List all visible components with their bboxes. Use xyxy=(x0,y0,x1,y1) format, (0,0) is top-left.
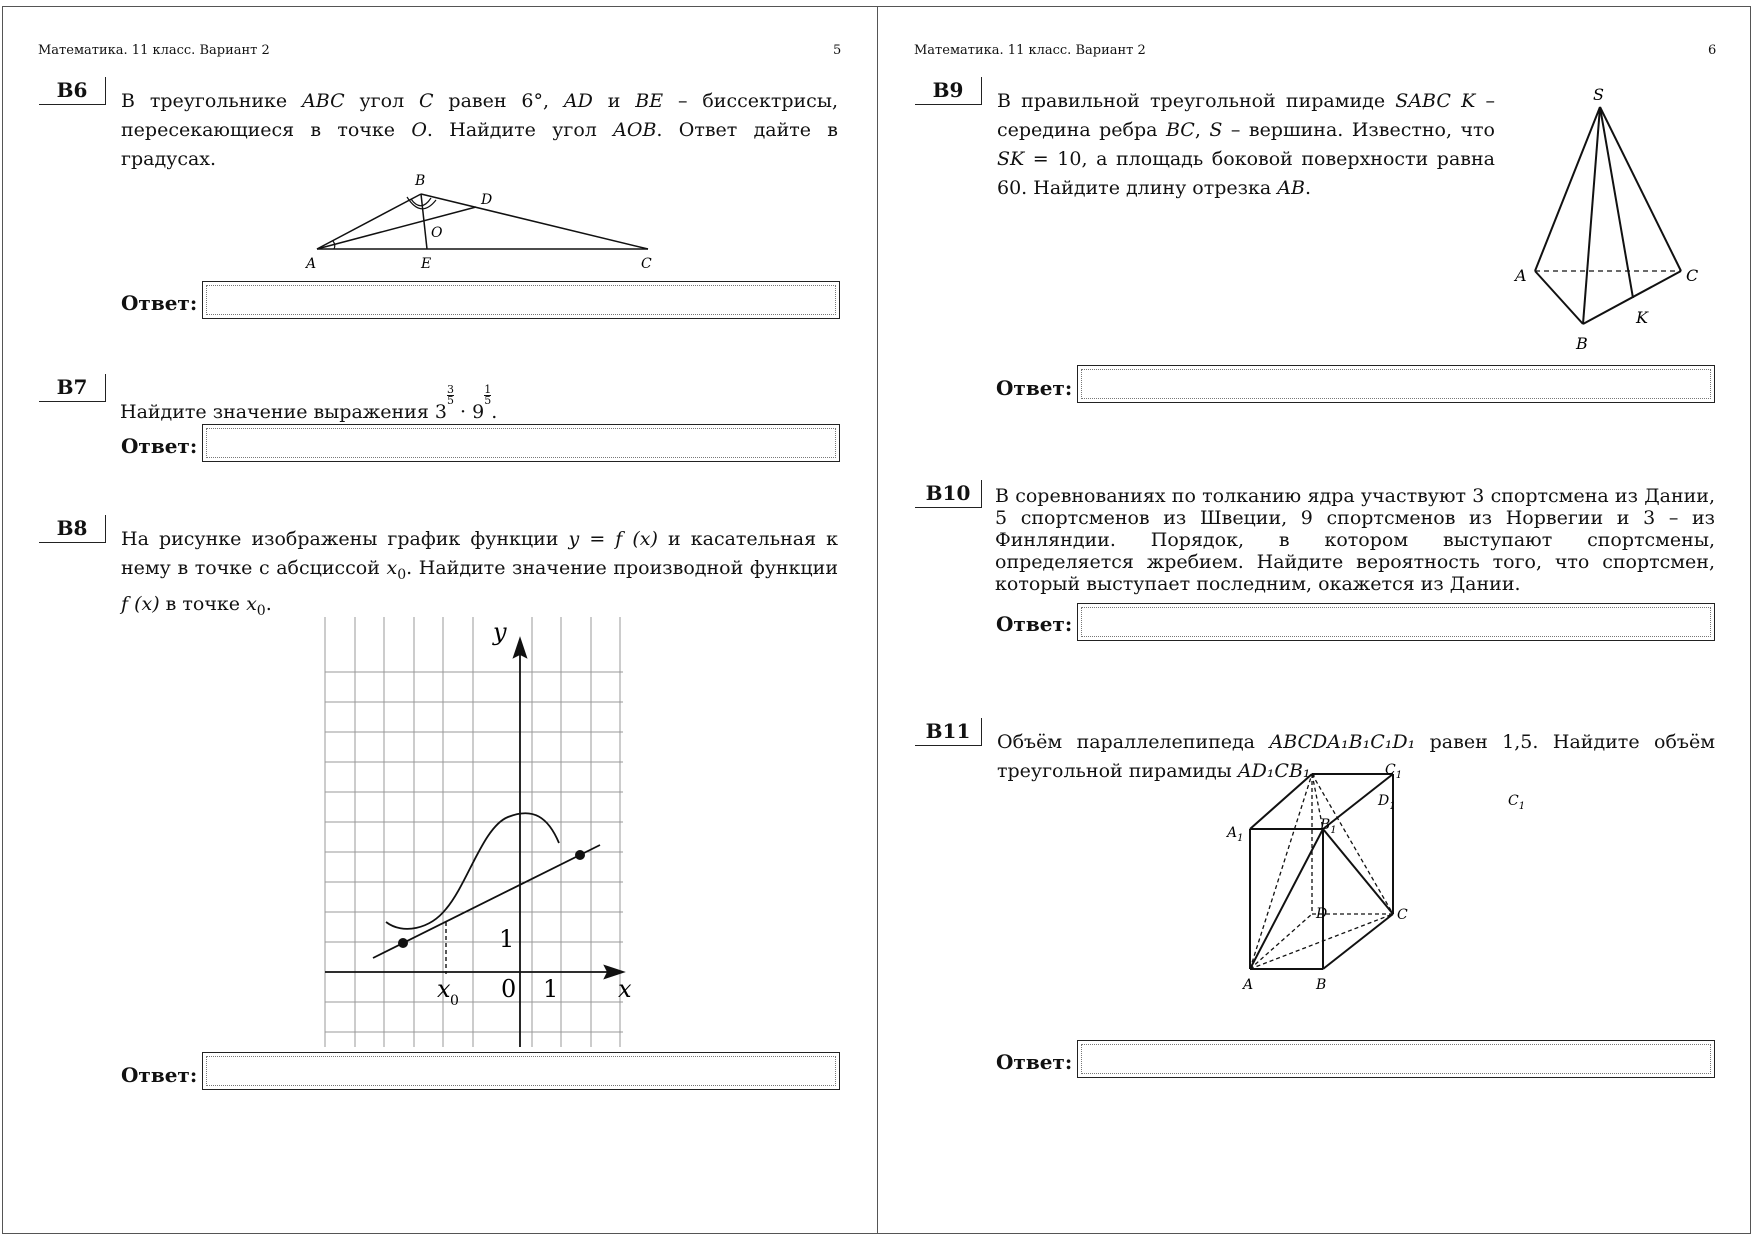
label-b: B xyxy=(1316,977,1327,993)
label-d: D xyxy=(1316,906,1328,922)
task-text: В правильной треугольной пирамиде SABC K – середина ребра BC, S – вершина. Известно, что SK = 10, а площадь боковой поверхности равна 60. Найдите длину отрезка AB. xyxy=(997,90,1495,199)
task-tag: B10 xyxy=(915,480,982,508)
y-unit-label: 1 xyxy=(499,925,515,953)
label-d: D xyxy=(481,192,493,208)
label-a: A xyxy=(1243,977,1254,993)
grid xyxy=(325,617,623,1047)
page-header: Математика. 11 класс. Вариант 2 xyxy=(38,43,270,58)
parallelepiped-top-labels xyxy=(1378,787,1558,815)
task-text: В соревнованиях по толканию ядра участвуют 3 спортсмена из Дании, 5 спортсменов из Швеции, 9 спортсменов из Норвегии и 3 – из Финляндии. Порядок, в котором выступают спортсмены, определяется жребием. Найдите вероятность того, что спортсмен, который выступает последним, окажется из Дании. xyxy=(995,485,1715,595)
task-text: Найдите значение выражения 3 $^{\frac{3}{5}}$ · 9 $^{\frac{1}{5}}$ . xyxy=(120,383,498,423)
answer-label: Ответ: xyxy=(121,434,198,458)
x0-label: x xyxy=(437,975,451,1003)
pyramid-figure xyxy=(1493,81,1713,363)
power-base: 3 xyxy=(434,401,447,423)
answer-input-b11[interactable] xyxy=(1081,1044,1711,1074)
page-number: 5 xyxy=(833,43,842,58)
task-tag: B7 xyxy=(39,374,106,402)
label-c: C xyxy=(1686,266,1699,285)
exponent-fraction: 3 5 xyxy=(446,383,454,407)
page-number: 6 xyxy=(1708,43,1717,58)
answer-label: Ответ: xyxy=(996,1050,1073,1074)
axes xyxy=(325,639,623,1047)
label-o: O xyxy=(431,225,443,241)
answer-label: Ответ: xyxy=(121,1063,198,1087)
task-text: В треугольнике ABC угол C равен 6°, AD и BE – биссектрисы, пересекающиеся в точке O. Найдите угол AOB. Ответ дайте в градусах. xyxy=(121,90,839,170)
label-k: K xyxy=(1636,308,1648,327)
label-c1-top: $C_1$ xyxy=(1508,793,1526,812)
exponent-fraction: 1 5 xyxy=(484,383,492,407)
x-axis-label: x xyxy=(618,975,632,1003)
task-tag: B6 xyxy=(39,77,106,105)
label-c: C xyxy=(1397,907,1408,923)
label-b: B xyxy=(1576,334,1588,353)
answer-input-b8[interactable] xyxy=(206,1056,836,1086)
task-text: Объём параллелепипеда ABCDA₁B₁C₁D₁ равен 1,5. Найдите объём треугольной пирамиды AD₁CB₁. xyxy=(997,731,1715,782)
answer-box xyxy=(1077,365,1715,403)
task-tag: B9 xyxy=(915,77,982,105)
label-a: A xyxy=(1515,266,1527,285)
label-s: S xyxy=(1593,85,1604,104)
parallelepiped-labels xyxy=(1203,762,1408,1032)
tangent-point-left xyxy=(398,938,408,948)
answer-input-b6[interactable] xyxy=(206,285,836,315)
label-b1: $B_1$ xyxy=(1320,817,1337,836)
answer-label: Ответ: xyxy=(996,376,1073,400)
x-unit-label: 1 xyxy=(543,975,559,1003)
label-d1: $D_1$ xyxy=(1378,793,1396,812)
label-a: A xyxy=(306,256,317,272)
task-text: На рисунке изображены график функции y = f (x) и касательная к нему в точке с абсциссой $x_0$. Найдите значение производной функции f (x) в точке $x_0$. xyxy=(121,528,838,619)
label-b: B xyxy=(415,173,426,189)
label-a1: $A_1$ xyxy=(1227,825,1244,844)
label-c1: $C_1$ xyxy=(1385,762,1403,781)
answer-box xyxy=(202,1052,840,1090)
task-tag: B8 xyxy=(39,515,106,543)
answer-box xyxy=(202,424,840,462)
y-axis-label: y xyxy=(493,618,507,646)
function-graph xyxy=(303,617,633,1057)
answer-box xyxy=(1077,603,1715,641)
page-header: Математика. 11 класс. Вариант 2 xyxy=(914,43,1146,58)
answer-box xyxy=(202,281,840,319)
answer-label: Ответ: xyxy=(996,612,1073,636)
triangle-figure xyxy=(303,169,663,273)
origin-label: 0 xyxy=(501,975,517,1003)
tangent-point-right xyxy=(575,850,585,860)
answer-input-b9[interactable] xyxy=(1081,369,1711,399)
right-page xyxy=(877,6,1751,1234)
left-page xyxy=(2,6,878,1234)
task-tag: B11 xyxy=(915,718,982,746)
answer-box xyxy=(1077,1040,1715,1078)
answer-label: Ответ: xyxy=(121,291,198,315)
label-e: E xyxy=(421,256,432,272)
label-c: C xyxy=(641,256,652,272)
x0-subscript: 0 xyxy=(450,993,459,1009)
answer-input-b7[interactable] xyxy=(206,428,836,458)
power-base: 9 xyxy=(472,401,485,423)
answer-input-b10[interactable] xyxy=(1081,607,1711,637)
